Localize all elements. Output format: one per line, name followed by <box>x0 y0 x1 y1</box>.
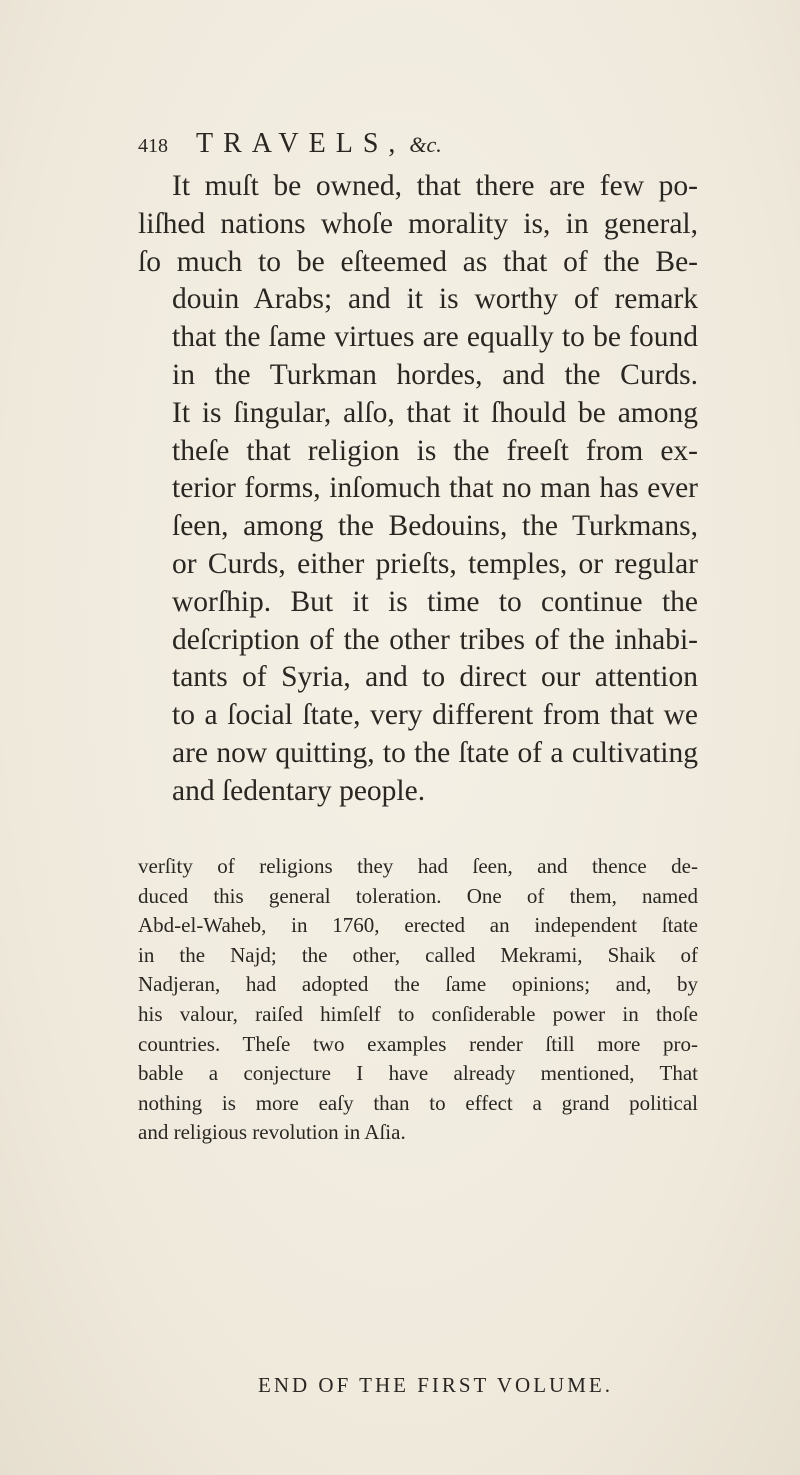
body-line: in the Turkman hordes, and the Curds. <box>172 358 698 391</box>
end-of-volume: END OF THE FIRST VOLUME. <box>258 1373 613 1397</box>
body-line: It is ſingular, alſo, that it ſhould be among <box>172 396 698 429</box>
body-line: terior forms, inſomuch that no man has ever <box>172 472 698 505</box>
body-line: It muſt be owned, that there are few po- <box>172 170 698 202</box>
footnote-line: Nadjeran, had adopted the ſame opinions; and, by <box>138 972 698 997</box>
footnote-line: and religious revolution in Aſia. <box>138 1120 406 1145</box>
running-title: TRAVELS, <box>196 128 406 159</box>
body-line: ſeen, among the Bedouins, the Turkmans, <box>172 510 698 543</box>
footnote-line: nothing is more eaſy than to effect a grand political <box>138 1090 698 1115</box>
body-line: tants of Syria, and to direct our attention <box>172 661 698 694</box>
running-header <box>138 128 618 160</box>
footnote <box>138 852 698 1148</box>
footnote-line: verſity of religions they had ſeen, and thence de- <box>138 854 698 878</box>
body-line: to a ſocial ſtate, very different from that we <box>172 699 698 732</box>
footnote-line: bable a conjecture I have already mentioned, That <box>138 1061 698 1086</box>
main-paragraph <box>138 168 698 811</box>
footnote-line: countries. Theſe two examples render ſtill more pro- <box>138 1031 698 1056</box>
body-line: or Curds, either prieſts, temples, or regular <box>172 547 698 580</box>
body-line: are now quitting, to the ſtate of a cultivating <box>172 736 698 769</box>
body-line: and ſedentary people. <box>172 774 426 807</box>
footnote-line: his valour, raiſed himſelf to conſiderable power in thoſe <box>138 1001 698 1026</box>
footnote-line: duced this general toleration. One of them, named <box>138 883 698 908</box>
body-line: deſcription of the other tribes of the inhabi- <box>172 623 698 656</box>
body-line: that the ſame virtues are equally to be found <box>172 321 698 354</box>
body-line: douin Arabs; and it is worthy of remark <box>172 283 698 316</box>
running-title-etc: &c. <box>409 132 442 157</box>
body-line: theſe that religion is the freeſt from ex- <box>172 434 698 467</box>
page-number: 418 <box>138 135 168 157</box>
body-line: liſhed nations whoſe morality is, in general, <box>138 207 698 240</box>
body-line: ſo much to be eſteemed as that of the Be- <box>138 245 698 278</box>
body-line: worſhip. But it is time to continue the <box>172 585 698 618</box>
footnote-line: Abd-el-Waheb, in 1760, erected an independent ſtate <box>138 913 698 938</box>
footnote-line: in the Najd; the other, called Mekrami, Shaik of <box>138 942 698 967</box>
